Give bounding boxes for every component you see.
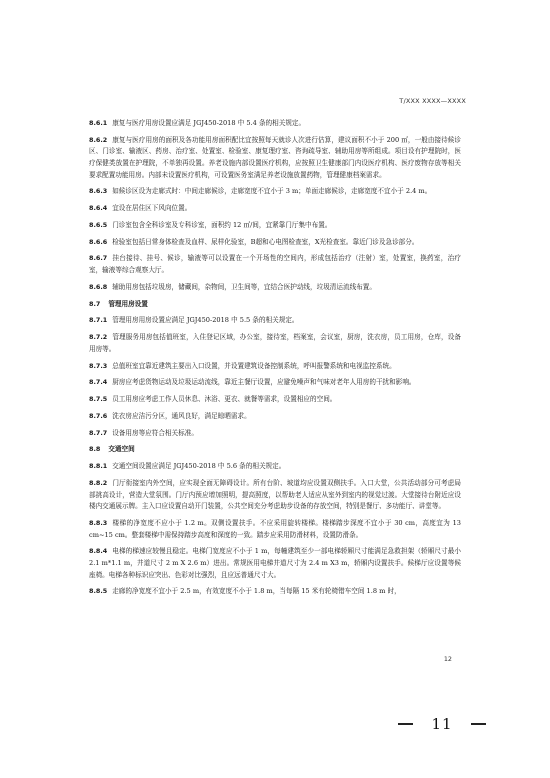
clause-number: 8.7.7 xyxy=(89,428,108,437)
clause-number: 8.8.2 xyxy=(89,479,108,488)
clause-paragraph xyxy=(89,546,461,581)
document-code: T/XXX XXXX—XXXX xyxy=(399,97,466,105)
page-number: 11 xyxy=(431,715,453,733)
clause-number: 8.6.7 xyxy=(89,254,108,263)
clause-number: 8.6.2 xyxy=(89,135,108,144)
clause-number: 8.6.4 xyxy=(89,204,108,213)
page-footer xyxy=(398,715,486,733)
clause-paragraph xyxy=(89,282,461,294)
clause-text: 员工用房应考虑工作人员休息、沐浴、更衣、就餐等需求，设置相应的空间。 xyxy=(112,395,337,404)
clause-text: 宜设在居住区下风向位置。 xyxy=(112,204,192,213)
clause-text: 门诊室包含全科诊室及专科诊室，面积约 12 ㎡/间，宜紧靠门厅集中布置。 xyxy=(112,220,332,229)
clause-paragraph xyxy=(89,237,461,249)
clause-number: 8.8.3 xyxy=(89,519,108,527)
clause-number: 8.6.3 xyxy=(89,187,108,196)
clause-text: 管理服务用房包括值班室，入住登记区域，办公室，接待室，档案室，会议室，厨房，洗衣房，员工用房，仓库，设备用房等。 xyxy=(89,333,461,353)
clause-number: 8.8 xyxy=(89,445,101,454)
clause-number: 8.6.6 xyxy=(89,237,108,246)
clause-paragraph xyxy=(89,377,461,389)
clause-paragraph xyxy=(89,478,461,513)
clause-text: 挂台接待、挂号、候诊，输液等可以设置在一个开场性的空间内，形成包括治疗（注射）室，处置室，换药室，治疗室，输液等综合观察大厅。 xyxy=(89,254,461,275)
clause-text: 检验室包括日常身体检查及血样、尿样化验室，B超和心电图检查室，X光检查室。靠近门诊及急诊部分。 xyxy=(112,237,419,246)
clause-text: 如候诊区设为走廊式时：中间走廊候诊，走廊宽度不宜小于 3 m；单面走廊候诊，走廊宽度不宜小于 2.4 m。 xyxy=(112,187,432,196)
clause-number: 8.7.5 xyxy=(89,395,108,404)
clause-paragraph xyxy=(89,135,461,181)
clause-paragraph xyxy=(89,220,461,232)
clause-paragraph xyxy=(89,332,461,355)
clause-number: 8.8.1 xyxy=(89,462,108,471)
clause-paragraph xyxy=(89,253,461,276)
inner-page-number: 12 xyxy=(443,655,452,663)
clause-text: 交通空间设置应满足 JGJ450-2018 中 5.6 条的相关规定。 xyxy=(112,462,286,471)
clause-text: 设备用房等应符合相关标准。 xyxy=(112,428,198,437)
clause-text: 管理用房用房设置应满足 JGJ450-2018 中 5.5 条的相关规定。 xyxy=(112,316,299,325)
clause-number: 8.6.1 xyxy=(89,119,108,127)
clause-paragraph xyxy=(89,203,461,215)
clause-text: 康复与医疗用房设置应满足 JGJ450-2018 中 5.4 条的相关规定。 xyxy=(112,119,306,127)
clause-text: 厨房应考虑货物运动及垃圾运动流线，靠近主餐厅设置，应避免噪声和气味对老年人用房的干扰和影响。 xyxy=(112,378,416,387)
clause-number: 8.8.5 xyxy=(89,587,108,596)
clause-number: 8.6.5 xyxy=(89,220,108,229)
clause-text: 辅助用房包括垃圾房，储藏间，杂物间，卫生间等，宜结合医护动线，垃圾清运流线布置。 xyxy=(112,282,376,291)
document-body xyxy=(89,118,461,603)
clause-text: 洗衣房应洁污分区，通风良好，满足晾晒需求。 xyxy=(112,411,251,420)
clause-text: 电梯的梯速应较慢且稳定。电梯门宽度应不小于 1 m，每幢建筑至少一部电梯轿厢尺寸能满足急救担架（轿厢尺寸最小 2.1 m*1.1 m，井道尺寸 2 m X 2.6 m）进出。常规医用电梯井道尺寸为 2.4 m X3 m，轿厢内设置扶手。候梯厅应设置等候座椅。电梯各种标识应突出、色彩对比强烈，且应远普通尺寸大。 xyxy=(89,547,461,579)
clause-number: 8.7.6 xyxy=(89,411,108,420)
clause-text: 走廊的净宽度不宜小于 2.5 m，有效宽度不小于 1.8 m，当每隔 15 米有轮椅错车空间 1.8 m 时， xyxy=(112,587,401,596)
footer-dash-left xyxy=(398,723,413,724)
clause-number: 8.7 xyxy=(89,299,101,308)
clause-paragraph xyxy=(89,315,461,327)
clause-text: 总值班室宜靠近建筑主要出入口设置，并设置建筑设备控制系统，呼叫报警系统和电视监控系统。 xyxy=(112,361,396,370)
clause-paragraph xyxy=(89,186,461,198)
clause-paragraph xyxy=(89,118,461,130)
clause-text: 康复与医疗用房的面积及各功能用房面积配比宜按照每天就诊人次进行估算，建议面积不小于 200 ㎡，一般由接待候诊区、门诊室、输液区、药房、治疗室、处置室、检验室、康复理疗室、咨询疏导室、辅助用房等所组成。项目设有护理院时，医疗保健类放置在护理院，不单独再设置。养老设施内部设置医疗机构，应按照卫生健康部门内设医疗机构、医疗废物存放等相关要求配置功能用房。内部未设置医疗机构，可设置医务室满足养老设施放置药物，管理健康档案需求。 xyxy=(89,135,461,179)
clause-paragraph xyxy=(89,411,461,423)
clause-paragraph xyxy=(89,518,461,541)
clause-text: 门厅衔接室内外空间，应实现全面无障碍设计。所有台阶、坡道均应设置双侧扶手。入口大堂，公共活动部分可考虑局部挑高设计，营造大堂氛围。门厅内预应增加照明，提高照度，以帮助老人适应从室外到室内的视觉过渡。大堂接待台附近应设楼内交通展示牌。主入口应设置自动开门装置，公共空间充分考虑助步设备的存放空间，特别是餐厅、多功能厅、讲堂等。 xyxy=(89,479,461,511)
clause-number: 8.7.4 xyxy=(89,378,108,387)
section-title: 管理用房设置 xyxy=(108,299,148,308)
section-heading xyxy=(89,299,461,311)
clause-paragraph xyxy=(89,428,461,440)
clause-paragraph xyxy=(89,586,461,598)
clause-text: 楼梯的净宽度不应小于 1.2 m。双侧设置扶手。不应采用旋转楼梯。楼梯踏步深度不宜小于 30 cm，高度宜为 13 cm~15 cm。整套楼梯中需保持踏步高度和深度的一致。踏步应采用防滑材料，设置防滑条。 xyxy=(89,519,461,539)
clause-number: 8.7.2 xyxy=(89,333,108,342)
section-heading xyxy=(89,444,461,456)
clause-number: 8.7.3 xyxy=(89,361,108,370)
clause-number: 8.6.8 xyxy=(89,282,108,291)
clause-paragraph xyxy=(89,361,461,373)
clause-paragraph xyxy=(89,394,461,406)
section-title: 交通空间 xyxy=(108,445,135,454)
footer-dash-right xyxy=(471,723,486,724)
clause-number: 8.7.1 xyxy=(89,316,108,325)
clause-paragraph xyxy=(89,461,461,473)
clause-number: 8.8.4 xyxy=(89,547,108,556)
